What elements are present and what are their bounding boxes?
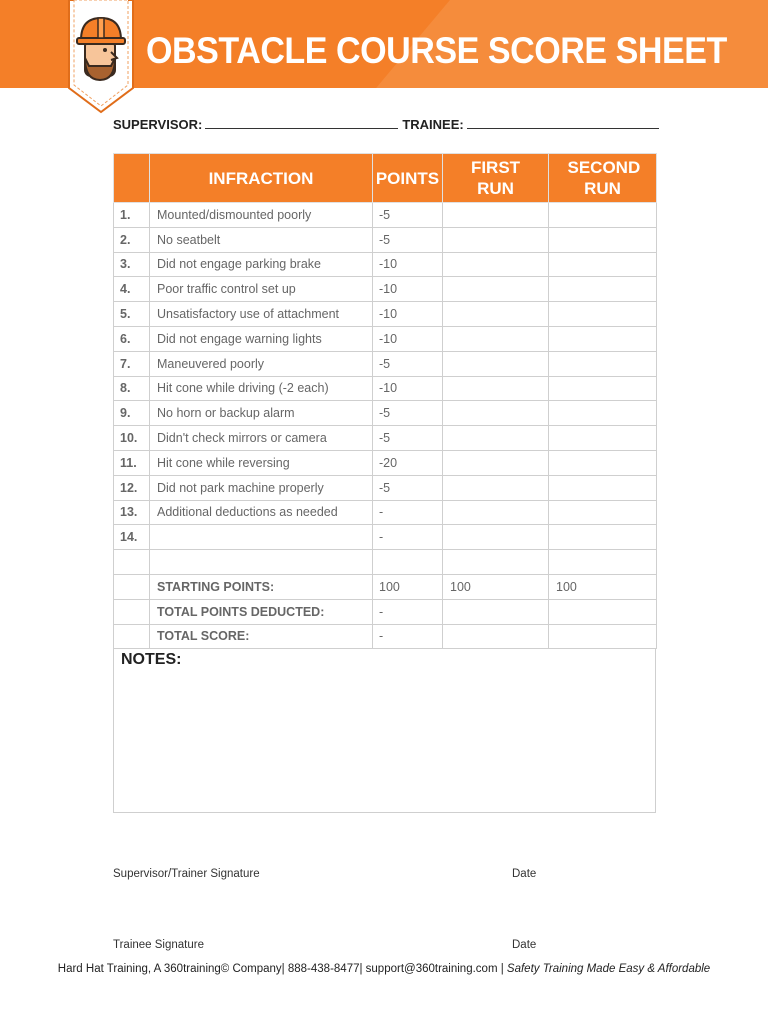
infraction-cell: No horn or backup alarm bbox=[150, 401, 373, 426]
second-run-cell[interactable] bbox=[549, 401, 657, 426]
table-row bbox=[114, 426, 657, 451]
table-row bbox=[114, 475, 657, 500]
supervisor-blank[interactable] bbox=[205, 118, 398, 129]
deducted-second-run[interactable] bbox=[549, 599, 657, 624]
row-number: 9. bbox=[114, 401, 150, 426]
footer-company: Hard Hat Training, A 360training© Company| 888-438-8477| support@360training.com | bbox=[57, 963, 504, 975]
trainee-signature-label: Trainee Signature bbox=[113, 939, 204, 951]
header-number bbox=[114, 154, 150, 203]
notes-label: NOTES: bbox=[121, 651, 182, 668]
row-number: 8. bbox=[114, 376, 150, 401]
second-run-cell[interactable] bbox=[549, 302, 657, 327]
infraction-cell: Maneuvered poorly bbox=[150, 351, 373, 376]
total-deducted-row bbox=[114, 599, 657, 624]
starting-points-label: STARTING POINTS: bbox=[150, 574, 373, 599]
table-row bbox=[114, 203, 657, 228]
starting-points-row bbox=[114, 574, 657, 599]
first-run-cell[interactable] bbox=[443, 475, 549, 500]
score-table bbox=[113, 153, 657, 649]
points-cell: -5 bbox=[373, 203, 443, 228]
second-run-cell[interactable] bbox=[549, 203, 657, 228]
row-number: 6. bbox=[114, 326, 150, 351]
header-first-run: FIRST RUN bbox=[443, 154, 549, 203]
points-cell: -10 bbox=[373, 376, 443, 401]
second-run-cell[interactable] bbox=[549, 326, 657, 351]
page-title: OBSTACLE COURSE SCORE SHEET bbox=[146, 30, 727, 71]
starting-first-run[interactable]: 100 bbox=[443, 574, 549, 599]
points-cell: -20 bbox=[373, 450, 443, 475]
second-run-cell[interactable] bbox=[549, 351, 657, 376]
second-run-cell[interactable] bbox=[549, 426, 657, 451]
points-cell: - bbox=[373, 500, 443, 525]
row-number: 14. bbox=[114, 525, 150, 550]
trainee-blank[interactable] bbox=[467, 118, 659, 129]
starting-second-run[interactable]: 100 bbox=[549, 574, 657, 599]
total-deducted-value: - bbox=[373, 599, 443, 624]
points-cell: -10 bbox=[373, 302, 443, 327]
infraction-cell: Mounted/dismounted poorly bbox=[150, 203, 373, 228]
points-cell: -5 bbox=[373, 351, 443, 376]
empty-cell bbox=[114, 599, 150, 624]
second-run-cell[interactable] bbox=[549, 500, 657, 525]
first-run-cell[interactable] bbox=[443, 351, 549, 376]
first-run-cell[interactable] bbox=[443, 277, 549, 302]
first-run-cell[interactable] bbox=[443, 500, 549, 525]
hard-hat-worker-icon bbox=[67, 0, 135, 114]
spacer-row bbox=[114, 550, 657, 575]
row-number: 13. bbox=[114, 500, 150, 525]
score-first-run[interactable] bbox=[443, 624, 549, 649]
points-cell: -5 bbox=[373, 401, 443, 426]
row-number: 2. bbox=[114, 227, 150, 252]
points-cell: -10 bbox=[373, 277, 443, 302]
trainee-label: TRAINEE: bbox=[402, 117, 464, 132]
infraction-cell: Additional deductions as needed bbox=[150, 500, 373, 525]
points-cell: -10 bbox=[373, 252, 443, 277]
header-infraction: INFRACTION bbox=[150, 154, 373, 203]
row-number: 1. bbox=[114, 203, 150, 228]
second-run-cell[interactable] bbox=[549, 277, 657, 302]
deducted-first-run[interactable] bbox=[443, 599, 549, 624]
first-run-cell[interactable] bbox=[443, 252, 549, 277]
points-cell: -5 bbox=[373, 475, 443, 500]
infraction-cell: Did not engage parking brake bbox=[150, 252, 373, 277]
starting-points-value: 100 bbox=[373, 574, 443, 599]
table-row bbox=[114, 376, 657, 401]
row-number: 12. bbox=[114, 475, 150, 500]
points-cell: -5 bbox=[373, 426, 443, 451]
table-header-row bbox=[114, 154, 657, 203]
infraction-cell: Unsatisfactory use of attachment bbox=[150, 302, 373, 327]
points-cell: -10 bbox=[373, 326, 443, 351]
infraction-cell: Did not engage warning lights bbox=[150, 326, 373, 351]
total-score-value: - bbox=[373, 624, 443, 649]
infraction-cell: Hit cone while reversing bbox=[150, 450, 373, 475]
table-row bbox=[114, 500, 657, 525]
table-row bbox=[114, 525, 657, 550]
notes-box[interactable] bbox=[113, 648, 656, 813]
supervisor-date-label: Date bbox=[512, 868, 537, 880]
table-row bbox=[114, 252, 657, 277]
row-number: 7. bbox=[114, 351, 150, 376]
empty-cell bbox=[373, 550, 443, 575]
empty-cell bbox=[114, 574, 150, 599]
trainee-date-label: Date bbox=[512, 939, 537, 951]
empty-cell bbox=[443, 550, 549, 575]
empty-cell bbox=[114, 550, 150, 575]
supervisor-signature-label: Supervisor/Trainer Signature bbox=[113, 868, 260, 880]
infraction-cell: Hit cone while driving (-2 each) bbox=[150, 376, 373, 401]
table-row bbox=[114, 351, 657, 376]
table-row bbox=[114, 227, 657, 252]
second-run-cell[interactable] bbox=[549, 525, 657, 550]
first-run-cell[interactable] bbox=[443, 426, 549, 451]
empty-cell bbox=[114, 624, 150, 649]
supervisor-label: SUPERVISOR: bbox=[113, 117, 203, 132]
points-cell: - bbox=[373, 525, 443, 550]
total-score-label: TOTAL SCORE: bbox=[150, 624, 373, 649]
footer bbox=[0, 963, 768, 975]
first-run-cell[interactable] bbox=[443, 450, 549, 475]
total-deducted-label: TOTAL POINTS DEDUCTED: bbox=[150, 599, 373, 624]
table-row bbox=[114, 277, 657, 302]
header-points: POINTS bbox=[373, 154, 443, 203]
first-run-cell[interactable] bbox=[443, 203, 549, 228]
footer-tagline: Safety Training Made Easy & Affordable bbox=[506, 963, 711, 975]
second-run-cell[interactable] bbox=[549, 227, 657, 252]
empty-cell bbox=[549, 550, 657, 575]
first-run-cell[interactable] bbox=[443, 302, 549, 327]
row-number: 4. bbox=[114, 277, 150, 302]
first-run-cell[interactable] bbox=[443, 227, 549, 252]
row-number: 5. bbox=[114, 302, 150, 327]
empty-cell bbox=[150, 550, 373, 575]
table-row bbox=[114, 401, 657, 426]
header-second-run: SECOND RUN bbox=[549, 154, 657, 203]
table-row bbox=[114, 326, 657, 351]
second-run-cell[interactable] bbox=[549, 252, 657, 277]
points-cell: -5 bbox=[373, 227, 443, 252]
row-number: 11. bbox=[114, 450, 150, 475]
first-run-cell[interactable] bbox=[443, 326, 549, 351]
row-number: 3. bbox=[114, 252, 150, 277]
first-run-cell[interactable] bbox=[443, 376, 549, 401]
total-score-row bbox=[114, 624, 657, 649]
table-row bbox=[114, 302, 657, 327]
infraction-cell: Poor traffic control set up bbox=[150, 277, 373, 302]
second-run-cell[interactable] bbox=[549, 475, 657, 500]
first-run-cell[interactable] bbox=[443, 401, 549, 426]
infraction-cell: No seatbelt bbox=[150, 227, 373, 252]
supervisor-trainee-line bbox=[113, 117, 663, 132]
table-row bbox=[114, 450, 657, 475]
score-second-run[interactable] bbox=[549, 624, 657, 649]
second-run-cell[interactable] bbox=[549, 376, 657, 401]
row-number: 10. bbox=[114, 426, 150, 451]
infraction-cell: Didn't check mirrors or camera bbox=[150, 426, 373, 451]
infraction-cell bbox=[150, 525, 373, 550]
first-run-cell[interactable] bbox=[443, 525, 549, 550]
second-run-cell[interactable] bbox=[549, 450, 657, 475]
infraction-cell: Did not park machine properly bbox=[150, 475, 373, 500]
